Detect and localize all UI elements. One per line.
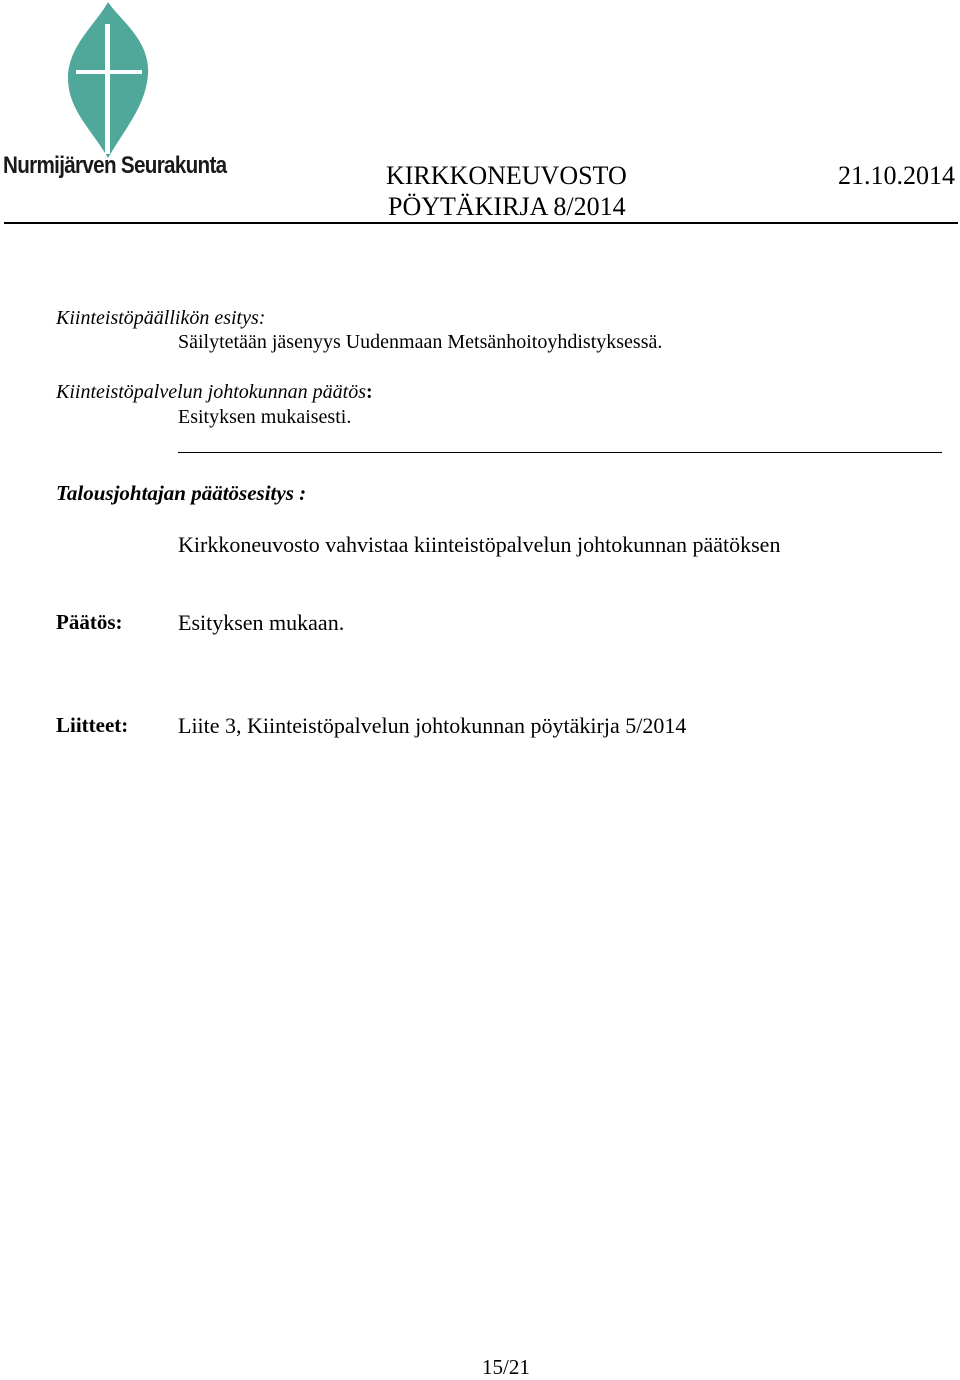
section-divider bbox=[178, 452, 942, 453]
board-decision-label-text: Kiinteistöpalvelun johtokunnan päätös bbox=[56, 381, 366, 403]
leaf-cross-icon bbox=[62, 2, 152, 158]
document-subtitle: PÖYTÄKIRJA 8/2014 bbox=[388, 192, 626, 221]
document-date: 21.10.2014 bbox=[838, 161, 955, 190]
header-divider bbox=[4, 222, 958, 224]
board-decision-text: Esityksen mukaisesti. bbox=[178, 406, 352, 428]
property-manager-proposal-label: Kiinteistöpäällikön esitys: bbox=[56, 307, 266, 329]
finance-director-proposal-label: Talousjohtajan päätösesitys : bbox=[56, 481, 307, 505]
organization-name: Nurmijärven Seurakunta bbox=[3, 152, 227, 179]
document-title: KIRKKONEUVOSTO bbox=[386, 161, 627, 190]
decision-text: Esityksen mukaan. bbox=[178, 610, 345, 635]
attachments-text: Liite 3, Kiinteistöpalvelun johtokunnan pöytäkirja 5/2014 bbox=[178, 713, 687, 738]
property-manager-proposal-text: Säilytetään jäsenyys Uudenmaan Metsänhoitoyhdistyksessä. bbox=[178, 331, 663, 353]
finance-director-proposal-text: Kirkkoneuvosto vahvistaa kiinteistöpalvelun johtokunnan päätöksen bbox=[178, 532, 781, 557]
board-decision-label bbox=[56, 381, 373, 404]
decision-label: Päätös: bbox=[56, 610, 123, 634]
attachments-label: Liitteet: bbox=[56, 713, 129, 737]
page-number: 15/21 bbox=[482, 1355, 530, 1379]
board-decision-colon: : bbox=[365, 381, 373, 403]
